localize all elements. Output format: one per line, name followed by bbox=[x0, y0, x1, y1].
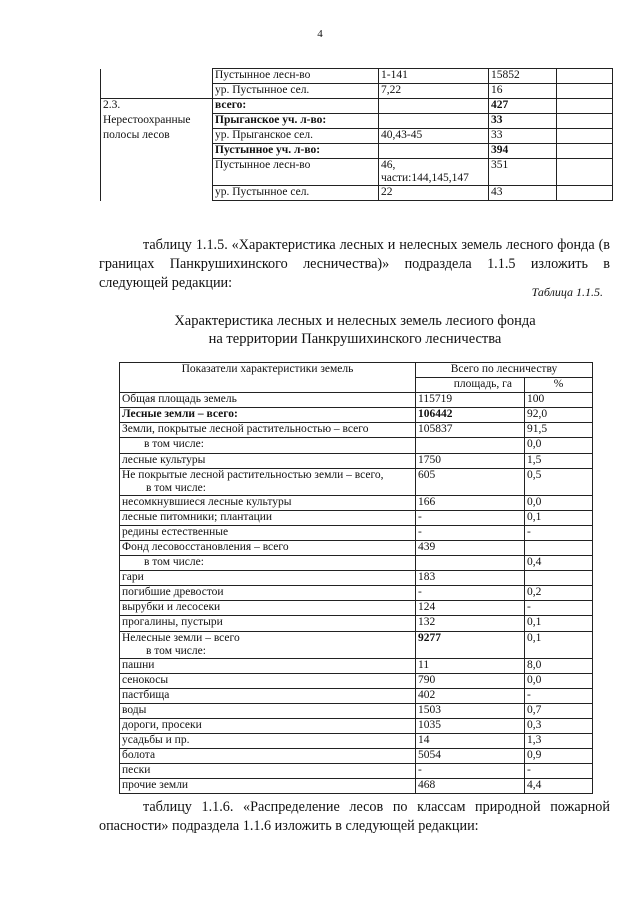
table-title-line1: Характеристика лесных и нелесных земель лесиого фонда bbox=[174, 313, 536, 329]
table-top-cell: Прыганское уч. л-во: bbox=[213, 114, 379, 129]
table-title bbox=[100, 312, 610, 348]
table-top-cell: ур. Прыганское сел. bbox=[213, 129, 379, 144]
table-top-cell bbox=[379, 114, 489, 129]
table-main-row bbox=[120, 616, 593, 631]
row-percent: 0,1 bbox=[525, 510, 593, 525]
paragraph-table-1-1-6: таблицу 1.1.6. «Распределение лесов по классам природной пожарной опасности» подраздела 1.1.6 изложить в следующей редакции: bbox=[99, 799, 610, 834]
row-area: 439 bbox=[416, 540, 525, 555]
table-top-cell: 394 bbox=[489, 144, 557, 159]
row-percent: 0,0 bbox=[525, 438, 593, 453]
row-area: 468 bbox=[416, 779, 525, 794]
table-top-cell bbox=[379, 99, 489, 114]
row-label: Лесные земли – всего: bbox=[120, 408, 416, 423]
row-percent: 92,0 bbox=[525, 408, 593, 423]
table-top-row bbox=[101, 144, 613, 159]
table-top-cell: ур. Пустынное сел. bbox=[213, 84, 379, 99]
row-label: лесные питомники; плантации bbox=[120, 510, 416, 525]
row-label: пески bbox=[120, 764, 416, 779]
row-label: погибшие древостои bbox=[120, 586, 416, 601]
row-percent: 0,1 bbox=[525, 631, 593, 658]
table-main bbox=[119, 362, 593, 794]
table-main-row bbox=[120, 468, 593, 495]
row-label: прогалины, пустыри bbox=[120, 616, 416, 631]
table-top bbox=[100, 68, 613, 201]
table-main-row bbox=[120, 453, 593, 468]
row-percent: 0,3 bbox=[525, 718, 593, 733]
paragraph-table-1-1-5: таблицу 1.1.5. «Характеристика лесных и нелесных земель лесного фонда (в границах Панкрушихинского лесничества)» подраздела 1.1.5 изложить в следующей редакции: bbox=[99, 237, 610, 291]
table-main-row bbox=[120, 764, 593, 779]
table-top-cell bbox=[101, 69, 213, 84]
row-percent: 0,7 bbox=[525, 703, 593, 718]
row-area: 106442 bbox=[416, 408, 525, 423]
row-label-line: в том числе: bbox=[146, 481, 206, 494]
table-top-cell: Пустынное лесн-во bbox=[213, 69, 379, 84]
row-percent: 4,4 bbox=[525, 779, 593, 794]
table-main-row bbox=[120, 703, 593, 718]
row-percent: 8,0 bbox=[525, 658, 593, 673]
table-top-cell bbox=[557, 144, 613, 159]
table-top-cell: Пустынное лесн-во bbox=[213, 159, 379, 186]
cell-text: 46, bbox=[381, 159, 396, 171]
table-top-cell: 1-141 bbox=[379, 69, 489, 84]
row-percent: 100 bbox=[525, 393, 593, 408]
row-label-line: Нелесные земли – всего bbox=[122, 631, 240, 644]
row-label: дороги, просеки bbox=[120, 718, 416, 733]
row-label: гари bbox=[120, 571, 416, 586]
row-area: - bbox=[416, 764, 525, 779]
row-label: в том числе: bbox=[120, 438, 416, 453]
table-top-cell: Пустынное уч. л-во: bbox=[213, 144, 379, 159]
table-top-cell bbox=[557, 186, 613, 201]
row-percent: 0,1 bbox=[525, 616, 593, 631]
row-percent: 0,0 bbox=[525, 495, 593, 510]
table-main-row bbox=[120, 673, 593, 688]
row-area bbox=[416, 556, 525, 571]
row-label: пашни bbox=[120, 658, 416, 673]
row-label: воды bbox=[120, 703, 416, 718]
row-area: 124 bbox=[416, 601, 525, 616]
table-label: Таблица 1.1.5. bbox=[531, 285, 603, 299]
row-label: сенокосы bbox=[120, 673, 416, 688]
row-label: Земли, покрытые лесной растительностью – всего bbox=[120, 423, 416, 438]
row-area: 1503 bbox=[416, 703, 525, 718]
row-label: прочие земли bbox=[120, 779, 416, 794]
table-top-row bbox=[101, 129, 613, 144]
header-area: площадь, га bbox=[416, 378, 525, 393]
row-label: пастбища bbox=[120, 688, 416, 703]
table-top-cell bbox=[379, 144, 489, 159]
row-label: Фонд лесовосстановления – всего bbox=[120, 540, 416, 555]
table-top-cell: 33 bbox=[489, 129, 557, 144]
row-label: несомкнувшиеся лесные культуры bbox=[120, 495, 416, 510]
table-top-cell bbox=[557, 129, 613, 144]
table-top-cell bbox=[557, 69, 613, 84]
table-main-row bbox=[120, 438, 593, 453]
table-top-cell bbox=[101, 159, 213, 186]
row-area: 5054 bbox=[416, 749, 525, 764]
row-percent: 0,0 bbox=[525, 673, 593, 688]
table-top-row bbox=[101, 186, 613, 201]
table-top-cell: всего: bbox=[213, 99, 379, 114]
row-percent: 0,5 bbox=[525, 468, 593, 495]
table-top-row bbox=[101, 99, 613, 114]
table-main-row bbox=[120, 540, 593, 555]
row-area: 1035 bbox=[416, 718, 525, 733]
table-top-cell: 7,22 bbox=[379, 84, 489, 99]
table-top-row bbox=[101, 114, 613, 129]
row-percent: 0,4 bbox=[525, 556, 593, 571]
table-main-row bbox=[120, 688, 593, 703]
row-area: 183 bbox=[416, 571, 525, 586]
table-top-row bbox=[101, 159, 613, 186]
table-top-cell: полосы лесов bbox=[101, 129, 213, 144]
table-top-cell: 33 bbox=[489, 114, 557, 129]
row-percent: 0,9 bbox=[525, 749, 593, 764]
row-area: - bbox=[416, 510, 525, 525]
table-top-cell: 43 bbox=[489, 186, 557, 201]
row-label-line: в том числе: bbox=[146, 644, 206, 657]
row-area: - bbox=[416, 525, 525, 540]
table-top-cell bbox=[557, 114, 613, 129]
table-title-line2: на территории Панкрушихинского лесничества bbox=[208, 331, 502, 347]
table-top-cell: 22 bbox=[379, 186, 489, 201]
table-main-row bbox=[120, 779, 593, 794]
row-label-line: Не покрытые лесной растительностью земли – всего, bbox=[122, 468, 384, 481]
row-area bbox=[416, 438, 525, 453]
header-indicators: Показатели характеристики земель bbox=[120, 363, 416, 393]
row-label: вырубки и лесосеки bbox=[120, 601, 416, 616]
table-main-row bbox=[120, 733, 593, 748]
row-percent: - bbox=[525, 601, 593, 616]
table-top-cell: 2.3. bbox=[101, 99, 213, 114]
row-label: Общая площадь земель bbox=[120, 393, 416, 408]
table-top-cell: ур. Пустынное сел. bbox=[213, 186, 379, 201]
table-main-row bbox=[120, 571, 593, 586]
cell-text: части:144,145,147 bbox=[381, 172, 469, 184]
row-area: - bbox=[416, 586, 525, 601]
row-area: 11 bbox=[416, 658, 525, 673]
row-percent: 91,5 bbox=[525, 423, 593, 438]
row-percent: 1,3 bbox=[525, 733, 593, 748]
table-main-row bbox=[120, 525, 593, 540]
table-top-cell bbox=[557, 159, 613, 186]
row-label: редины естественные bbox=[120, 525, 416, 540]
row-area: 14 bbox=[416, 733, 525, 748]
row-area: 605 bbox=[416, 468, 525, 495]
row-area: 1750 bbox=[416, 453, 525, 468]
table-main-row bbox=[120, 510, 593, 525]
table-top-cell: 16 bbox=[489, 84, 557, 99]
table-top-cell bbox=[557, 99, 613, 114]
row-percent: 0,2 bbox=[525, 586, 593, 601]
row-percent: 1,5 bbox=[525, 453, 593, 468]
row-percent bbox=[525, 571, 593, 586]
table-main-row bbox=[120, 601, 593, 616]
row-area: 790 bbox=[416, 673, 525, 688]
row-label bbox=[120, 631, 416, 658]
table-top-cell bbox=[557, 84, 613, 99]
table-top-row bbox=[101, 84, 613, 99]
table-main-row bbox=[120, 658, 593, 673]
table-main-row bbox=[120, 556, 593, 571]
table-main-row bbox=[120, 586, 593, 601]
row-percent: - bbox=[525, 688, 593, 703]
row-area: 166 bbox=[416, 495, 525, 510]
row-label bbox=[120, 468, 416, 495]
table-top-cell: 427 bbox=[489, 99, 557, 114]
row-area: 105837 bbox=[416, 423, 525, 438]
table-top-cell bbox=[101, 144, 213, 159]
table-main-row bbox=[120, 423, 593, 438]
table-top-cell bbox=[101, 84, 213, 99]
table-main-row bbox=[120, 718, 593, 733]
table-top-cell: Нерестоохранные bbox=[101, 114, 213, 129]
table-top-row bbox=[101, 69, 613, 84]
header-percent: % bbox=[525, 378, 593, 393]
table-top-cell: 351 bbox=[489, 159, 557, 186]
row-percent: - bbox=[525, 764, 593, 779]
row-area: 402 bbox=[416, 688, 525, 703]
row-area: 115719 bbox=[416, 393, 525, 408]
header-total: Всего по лесничеству bbox=[416, 363, 593, 378]
table-main-row bbox=[120, 631, 593, 658]
table-main-row bbox=[120, 393, 593, 408]
page-number: 4 bbox=[317, 28, 323, 40]
table-main-row bbox=[120, 749, 593, 764]
table-top-cell: 40,43-45 bbox=[379, 129, 489, 144]
row-label: усадьбы и пр. bbox=[120, 733, 416, 748]
row-area: 132 bbox=[416, 616, 525, 631]
row-percent bbox=[525, 540, 593, 555]
row-area: 9277 bbox=[416, 631, 525, 658]
table-top-cell bbox=[379, 159, 489, 186]
row-label: болота bbox=[120, 749, 416, 764]
row-label: в том числе: bbox=[120, 556, 416, 571]
row-label: лесные культуры bbox=[120, 453, 416, 468]
table-top-cell: 15852 bbox=[489, 69, 557, 84]
row-percent: - bbox=[525, 525, 593, 540]
table-top-cell bbox=[101, 186, 213, 201]
table-main-row bbox=[120, 408, 593, 423]
table-main-row bbox=[120, 495, 593, 510]
